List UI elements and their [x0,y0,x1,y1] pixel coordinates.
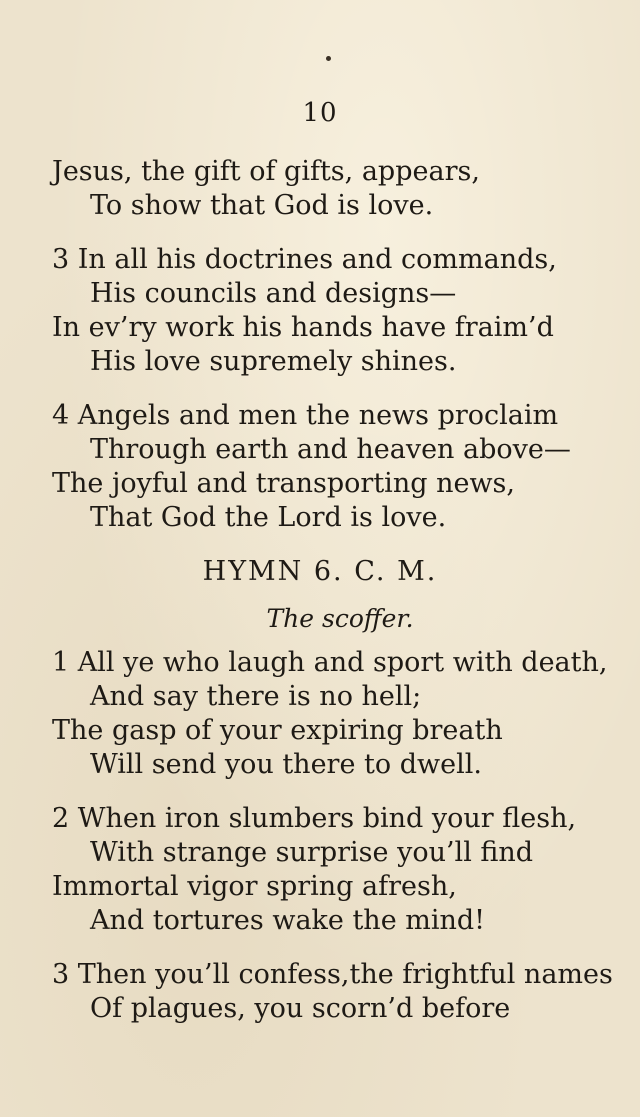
verse-line: His councils and designs— [90,278,457,309]
verse-line: 3 In all his doctrines and commands, [52,244,557,275]
hymn-subtitle: The scoffer. [266,604,414,633]
verse-line: 1 All ye who laugh and sport with death, [52,647,608,678]
verse-line: That God the Lord is love. [90,502,447,533]
verse-line: And say there is no hell; [90,681,422,712]
page-number: 10 [302,98,338,128]
verse-line: Of plagues, you scorn’d before [90,993,511,1024]
verse-line: Through earth and heaven above— [90,434,571,465]
verse-line: The gasp of your expiring breath [52,715,503,746]
verse-line: Will send you there to dwell. [90,749,482,780]
verse-line: His love supremely shines. [90,346,457,377]
verse-line: With strange surprise you’ll find [90,837,534,868]
verse-line: In ev’ry work his hands have fraim’d [52,312,554,343]
verse-line: Jesus, the gift of gifts, appears, [52,156,480,187]
verse-line: 2 When iron slumbers bind your flesh, [52,803,577,834]
verse-line: Immortal vigor spring afresh, [52,871,457,902]
verse-line: And tortures wake the mind! [90,905,486,936]
verse-line: To show that God is love. [90,190,434,221]
verse-line: The joyful and transporting news, [52,468,515,499]
verse-line: 3 Then you’ll confess,the frightful names [52,959,613,990]
hymn-title: HYMN 6. C. M. [202,556,438,587]
ink-speck [326,56,331,61]
verse-line: 4 Angels and men the news proclaim [52,400,559,431]
